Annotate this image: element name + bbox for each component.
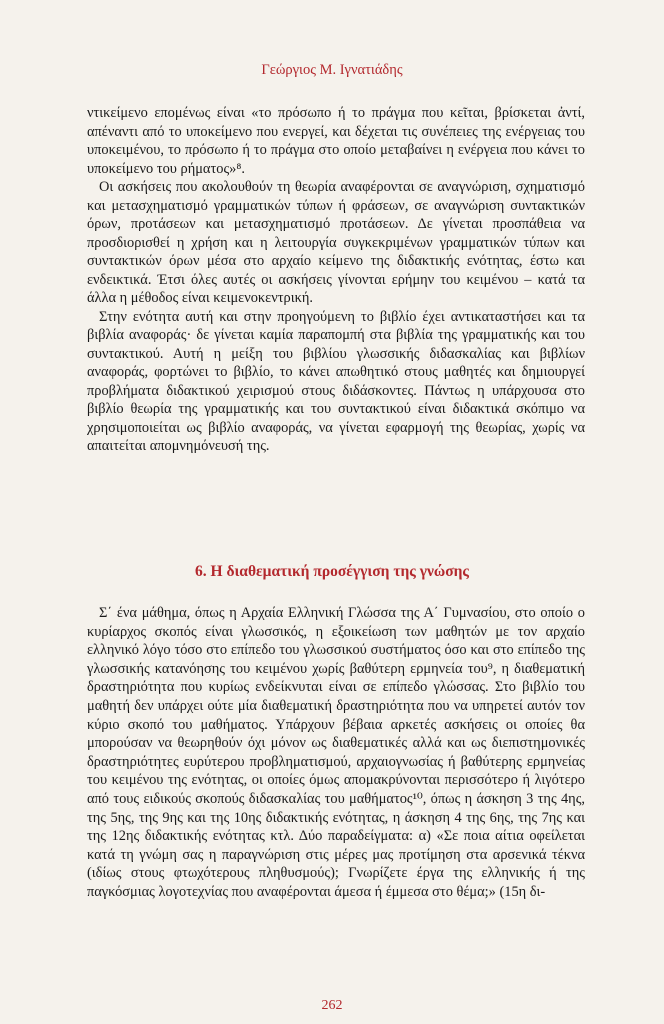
section-paragraph: Σ΄ ένα μάθημα, όπως η Αρχαία Ελληνική Γλώσσα της Α΄ Γυμνασίου, στο οποίο ο κυρίαρχος σκοπός είναι γλωσσικός, η εξοικείωση των μαθητών με τον αρχαίο ελληνικό λόγο τόσο στο επίπεδο του γλωσσικού συστήματος όσο και στο επίπεδο της γλωσσικής κατανόησης του κειμένου χωρίς βαθύτερη ερμηνεία του⁹, η διαθεματική δραστηριότητα που κυρίως ενδείκνυται είναι σε επίπεδο γλώσσας. Στο βιβλίο του μαθητή δεν υπάρχει ούτε μία διαθεματική δραστηριότητα που να υπηρετεί αυτόν τον κύριο σκοπό του μαθήματος. Υπάρχουν βέβαια αρκετές ασκήσεις οι οποίες θα μπορούσαν να θεωρηθούν όχι μόνον ως διαθεματικές αλλά και ως διεπιστημονικές δραστηριότητες ευρύτερου προβληματισμού, αρχαιογνωσίας ή βαθύτερης ερμηνείας του κειμένου της ενότητας, οι οποίες όμως απομακρύνονται περισσότερο ή λιγότερο από τους ειδικούς σκοπούς διδασκαλίας του μαθήματος¹⁰, όπως η άσκηση 3 της 4ης, της 5ης, της 9ης και της 10ης διδακτικής ενότητας, η άσκηση 4 της 6ης, της 7ης και της 12ης διδακτικής ενότητας κτλ. Δύο παραδείγματα: α) «Σε ποια αίτια οφείλεται κατά τη γνώμη σας η παραγνώριση στις μέρες μας προτίμηση στα αρσενικά τέκνα (ιδίως στους φτωχότερους πληθυσμούς); Γνωρίζετε έργα της ελληνικής ή της παγκόσμιας λογοτεχνίας που αναφέρονται άμεσα ή έμμεσα στο θέμα;» (15η δι- [87,605,585,900]
running-head: Γεώργιος Μ. Ιγνατιάδης [261,62,403,78]
section-text [87,604,585,902]
paragraph-1: ντικείμενο επομένως είναι «το πρόσωπο ή το πράγμα που κεῖται, βρίσκεται ἀντί, απέναντι από το υποκείμενο που ενεργεί, και δέχεται τις συνέπειες της ενέργειας του υποκειμένου, το πρόσωπο ή το πράγμα στο οποίο μεταβαίνει η ενέργεια που κάνει το υποκείμενο του ρήματος»⁸. [87,105,585,177]
section-heading: 6. Η διαθεματική προσέγγιση της γνώσης [195,563,469,580]
body-text [87,104,585,456]
paragraph-3: Στην ενότητα αυτή και στην προηγούμενη το βιβλίο έχει αντικαταστήσει και τα βιβλία αναφοράς· δε γίνεται καμία παραπομπή στα βιβλία της γραμματικής και του συντακτικού. Αυτή η μείξη του βιβλίου γλωσσικής διδασκαλίας και βιβλίων αναφοράς, φορτώνει το βιβλίο, το κάνει απωθητικό στους μαθητές και δημιουργεί προβλήματα διδακτικού χειρισμού στους διδάσκοντες. Πάντως η υπάρχουσα στο βιβλίο θεωρία της γραμματικής και του συντακτικού είναι διδακτικά σκόπιμο να χρησιμοποιείται ως βιβλίο αναφοράς, να γίνεται εφαρμογή της θεωρίας, χωρίς να απαιτείται απομνημόνευσή της. [87,308,585,454]
page-number: 262 [321,998,343,1013]
paragraph-2: Οι ασκήσεις που ακολουθούν τη θεωρία αναφέρονται σε αναγνώριση, σχηματισμό και μετασχηματισμό γραμματικών τύπων ή φράσεων, σε αναγνώριση συντακτικών όρων, προτάσεων και μετασχηματισμό προτάσεων. Δε γίνεται προσπάθεια να προσδιορισθεί η χρήση και η λειτουργία συγκεκριμένων γραμματικών τύπων και συντακτικών όρων μέσα στο αρχαίο κείμενο της διδακτικής ενότητας, έστω και ενδεικτικά. Έτσι όλες αυτές οι ασκήσεις γίνονται ερήμην του κειμένου – κατά τα άλλα η μέθοδος είναι κειμενοκεντρική. [87,179,585,306]
